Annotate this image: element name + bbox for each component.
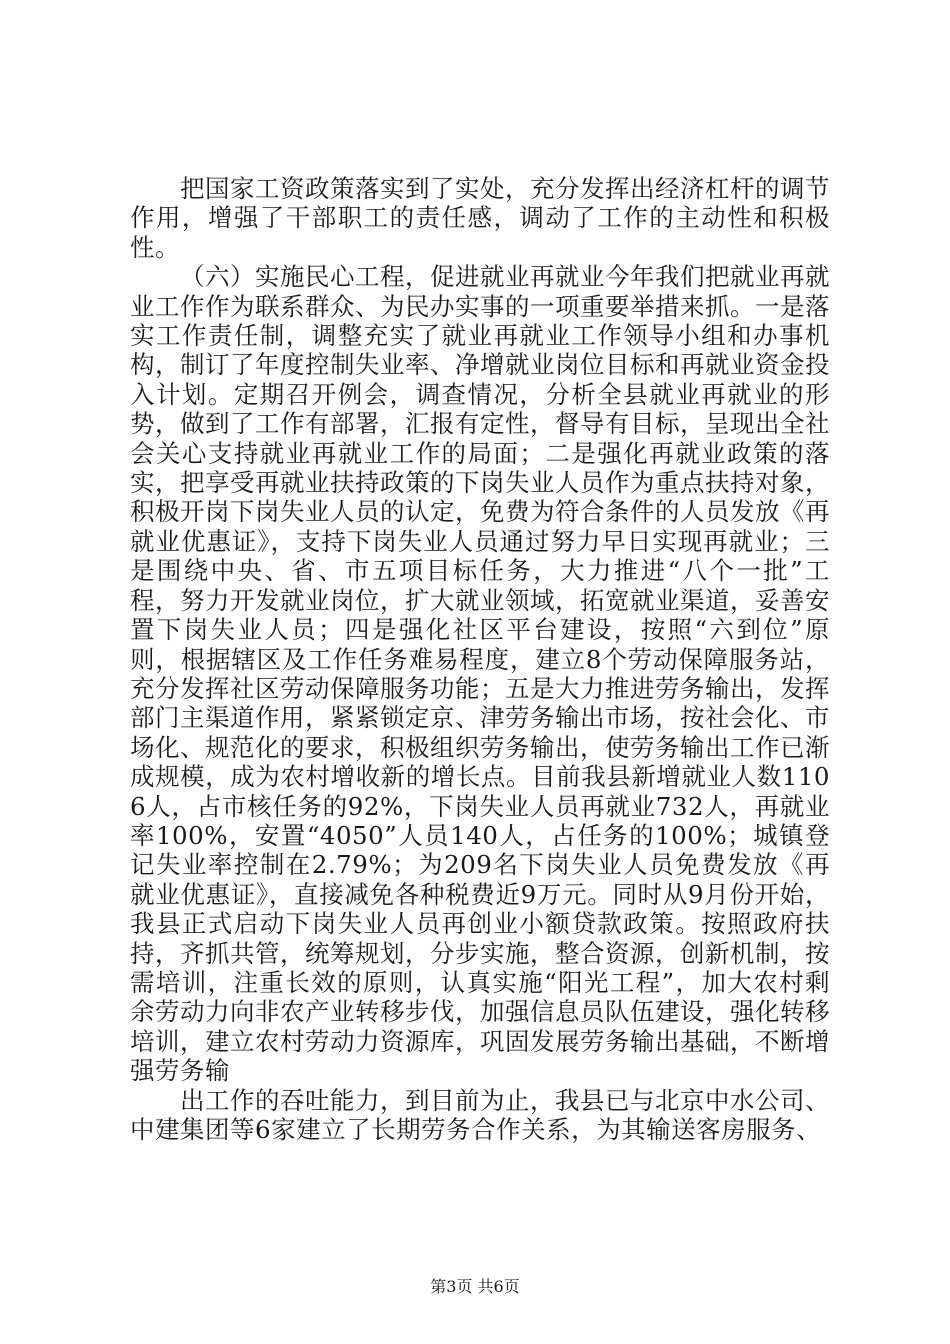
paragraph-wage-policy: 把国家工资政策落实到了实处，充分发挥出经济杠杆的调节作用，增强了干部职工的责任感，调动了工作的主动性和积极性。 bbox=[130, 174, 830, 262]
paragraph-employment-project: （六）实施民心工程，促进就业再就业今年我们把就业再就业工作作为联系群众、为民办实事的一项重要举措来抓。一是落实工作责任制，调整充实了就业再就业工作领导小组和办事机构，制订了年度控制失业率、净增就业岗位目标和再就业资金投入计划。定期召开例会，调查情况，分析全县就业再就业的形势，做到了工作有部署，汇报有定性，督导有目标，呈现出全社会关心支持就业再就业工作的局面；二是强化再就业政策的落实，把享受再就业扶持政策的下岗失业人员作为重点扶持对象，积极开岗下岗失业人员的认定，免费为符合条件的人员发放《再就业优惠证》，支持下岗失业人员通过努力早日实现再就业；三是围绕中央、省、市五项目标任务，大力推进“八个一批”工程，努力开发就业岗位，扩大就业领域，拓宽就业渠道，妥善安置下岗失业人员；四是强化社区平台建设，按照“六到位”原则，根据辖区及工作任务难易程度，建立8个劳动保障服务站，充分发挥社区劳动保障服务功能；五是大力推进劳务输出，发挥部门主渠道作用，紧紧锁定京、津劳务输出市场，按社会化、市场化、规范化的要求，积极组织劳务输出，使劳务输出工作已渐成规模，成为农村增收新的增长点。目前我县新增就业人数1106人，占市核任务的92%，下岗失业人员再就业732人，再就业率100%，安置“4050”人员140人，占任务的100%；城镇登记失业率控制在2.79%；为209名下岗失业人员免费发放《再就业优惠证》，直接减免各种税费近9万元。同时从9月份开始，我县正式启动下岗失业人员再创业小额贷款政策。按照政府扶持，齐抓共管，统筹规划，分步实施，整合资源，创新机制，按需培训，注重长效的原则，认真实施“阳光工程”，加大农村剩余劳动力向非农产业转移步伐，加强信息员队伍建设，强化转移培训，建立农村劳动力资源库，巩固发展劳务输出基础，不断增强劳务输 bbox=[130, 262, 830, 1086]
document-body bbox=[130, 174, 830, 1144]
page-footer: 第3页 共6页 bbox=[430, 1277, 520, 1296]
paragraph-labor-export: 出工作的吞吐能力，到目前为止，我县已与北京中水公司、中建集团等6家建立了长期劳务合作关系，为其输送客房服务、 bbox=[130, 1085, 830, 1144]
